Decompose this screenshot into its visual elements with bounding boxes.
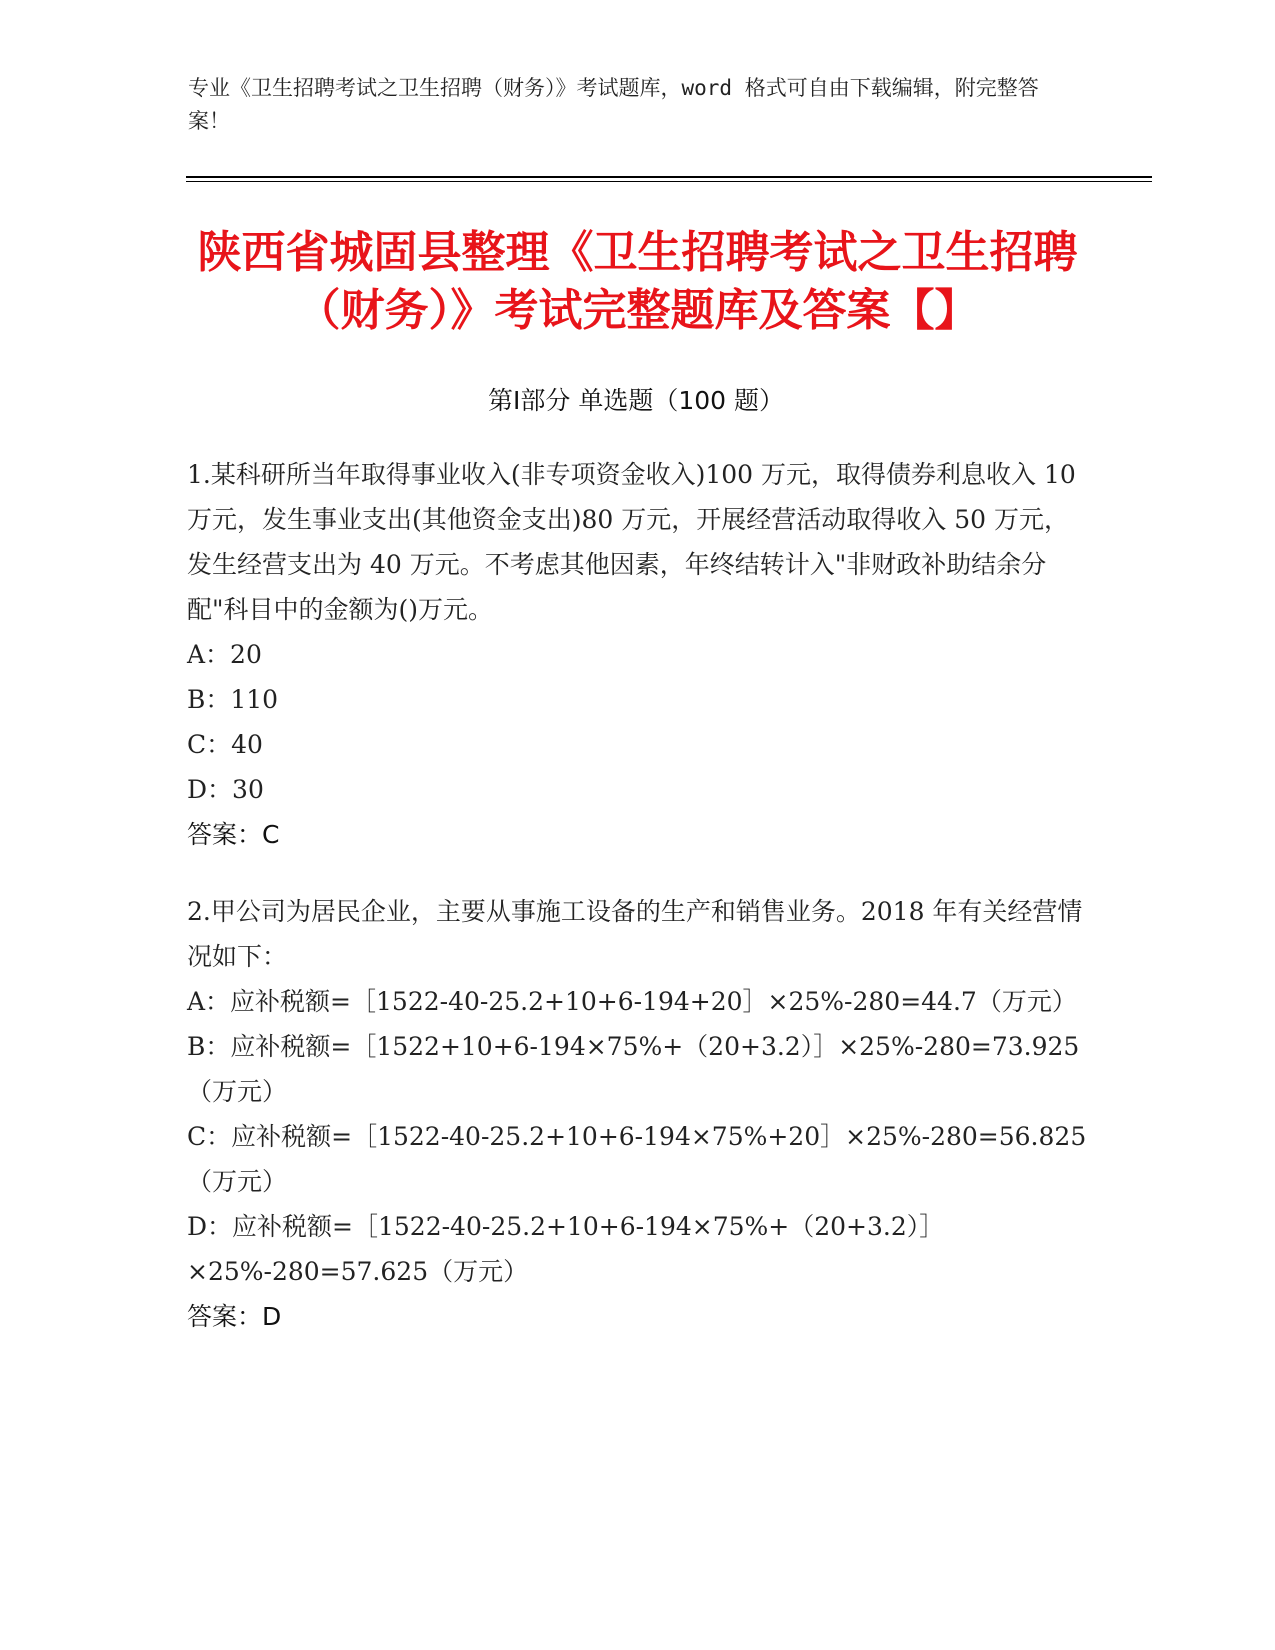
question-2 — [187, 889, 1087, 1339]
option-d: D：应补税额=［1522-40-25.2+10+6-194×75%+（20+3.2）］×25%-280=57.625（万元） — [187, 1212, 945, 1286]
answer-line: 答案：D — [187, 1302, 282, 1331]
question-1 — [187, 452, 1087, 857]
header-rule-thin — [186, 181, 1152, 182]
question-stem: 2.甲公司为居民企业，主要从事施工设备的生产和销售业务。2018 年有关经营情况如下： — [187, 897, 1083, 971]
option-a: A：应补税额=［1522-40-25.2+10+6-194+20］×25%-280=44.7（万元） — [187, 987, 1077, 1016]
option-a: A：20 — [187, 640, 262, 669]
answer-line: 答案：C — [187, 820, 280, 849]
section-title: 第Ⅰ部分 单选题（100 题） — [488, 386, 784, 415]
document-title: 陕西省城固县整理《卫生招聘考试之卫生招聘（财务）》考试完整题库及答案【】 — [197, 227, 1078, 336]
option-b: B：应补税额=［1522+10+6-194×75%+（20+3.2）］×25%-280=73.925（万元） — [187, 1032, 1080, 1106]
option-b: B：110 — [187, 685, 279, 714]
option-d: D：30 — [187, 775, 264, 804]
option-c: C：应补税额=［1522-40-25.2+10+6-194×75%+20］×25%-280=56.825（万元） — [187, 1122, 1087, 1196]
question-stem: 1.某科研所当年取得事业收入(非专项资金收入)100 万元，取得债券利息收入 10 万元，发生事业支出(其他资金支出)80 万元，开展经营活动取得收入 50 万元，发生经营支出为 40 万元。不考虑其他因素，年终结转计入"非财政补助结余分配"科目中的金额为()万元。 — [187, 460, 1076, 624]
header-rule-thick — [186, 176, 1152, 178]
option-c: C：40 — [187, 730, 263, 759]
header-note: 专业《卫生招聘考试之卫生招聘（财务）》考试题库，word 格式可自由下载编辑，附完整答案！ — [188, 76, 1039, 133]
